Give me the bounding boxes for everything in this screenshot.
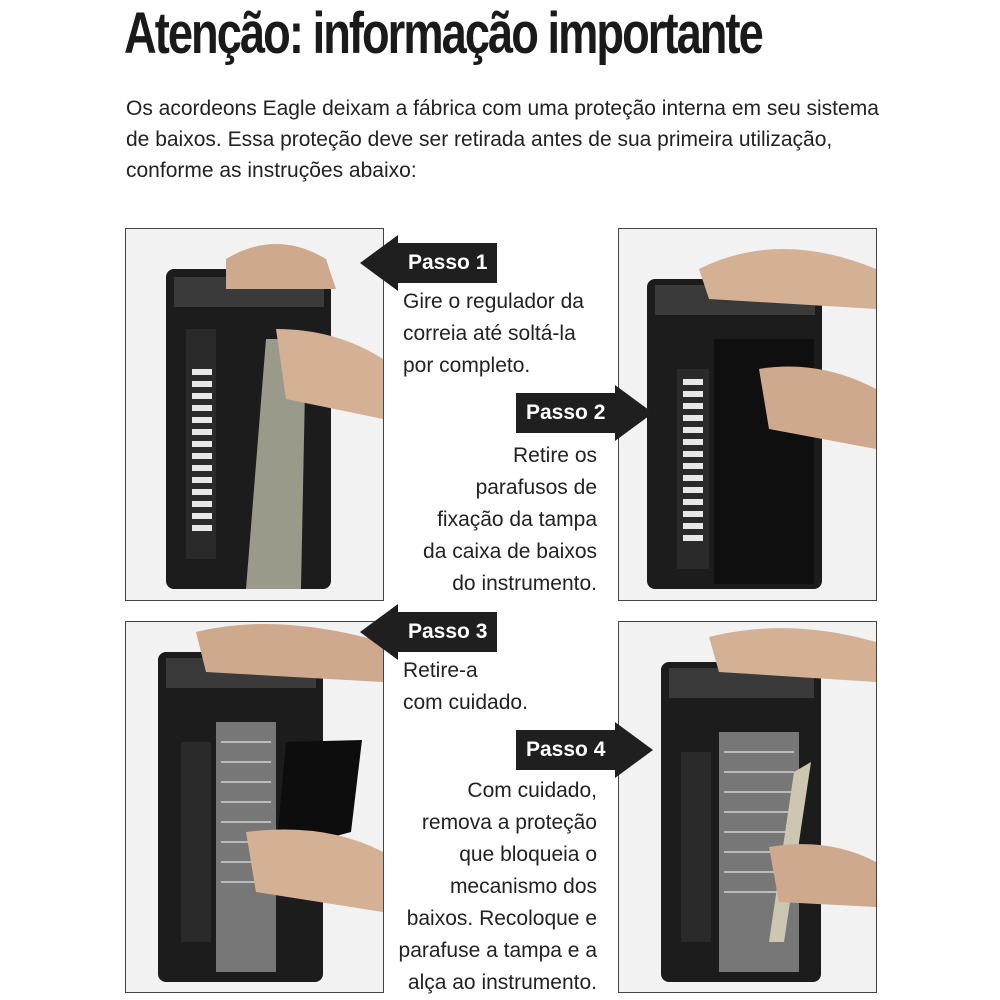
accordion-strap-photo — [126, 229, 383, 600]
step-1-label-text: Passo 1 — [398, 243, 497, 283]
step-4-label-text: Passo 4 — [516, 730, 615, 770]
intro-paragraph: Os acordeons Eagle deixam a fábrica com uma proteção interna em seu sistema de baixos. Essa proteção deve ser retirada antes de sua primeira utilização, conforme as instruções abaixo: — [126, 97, 879, 182]
accordion-cover-removal-photo — [126, 622, 383, 992]
accordion-protection-removal-photo — [619, 622, 876, 992]
step-2-label — [516, 393, 653, 433]
arrow-left-icon — [360, 604, 398, 660]
step-1-instructions: Gire o regulador da correia até soltá-la por completo. — [403, 290, 584, 377]
arrow-right-icon — [615, 385, 653, 441]
accordion-screws-photo — [619, 229, 876, 600]
arrow-right-icon — [615, 722, 653, 778]
step-4-photo — [618, 621, 877, 993]
step-3-label — [360, 612, 497, 652]
step-4-instructions: Com cuidado, remova a proteção que bloqueia o mecanismo dos baixos. Recoloque e parafuse a tampa e a alça ao instrumento. — [398, 779, 597, 994]
step-2-label-text: Passo 2 — [516, 393, 615, 433]
step-3-instructions: Retire-a com cuidado. — [403, 659, 528, 714]
step-1-photo — [125, 228, 384, 601]
page-title: Atenção: informação importante — [124, 1, 762, 66]
step-3-photo — [125, 621, 384, 993]
step-2-photo — [618, 228, 877, 601]
arrow-left-icon — [360, 235, 398, 291]
step-1-label — [360, 243, 497, 283]
step-2-instructions: Retire os parafusos de fixação da tampa da caixa de baixos do instrumento. — [423, 444, 597, 595]
step-3-label-text: Passo 3 — [398, 612, 497, 652]
step-4-label — [516, 730, 653, 770]
